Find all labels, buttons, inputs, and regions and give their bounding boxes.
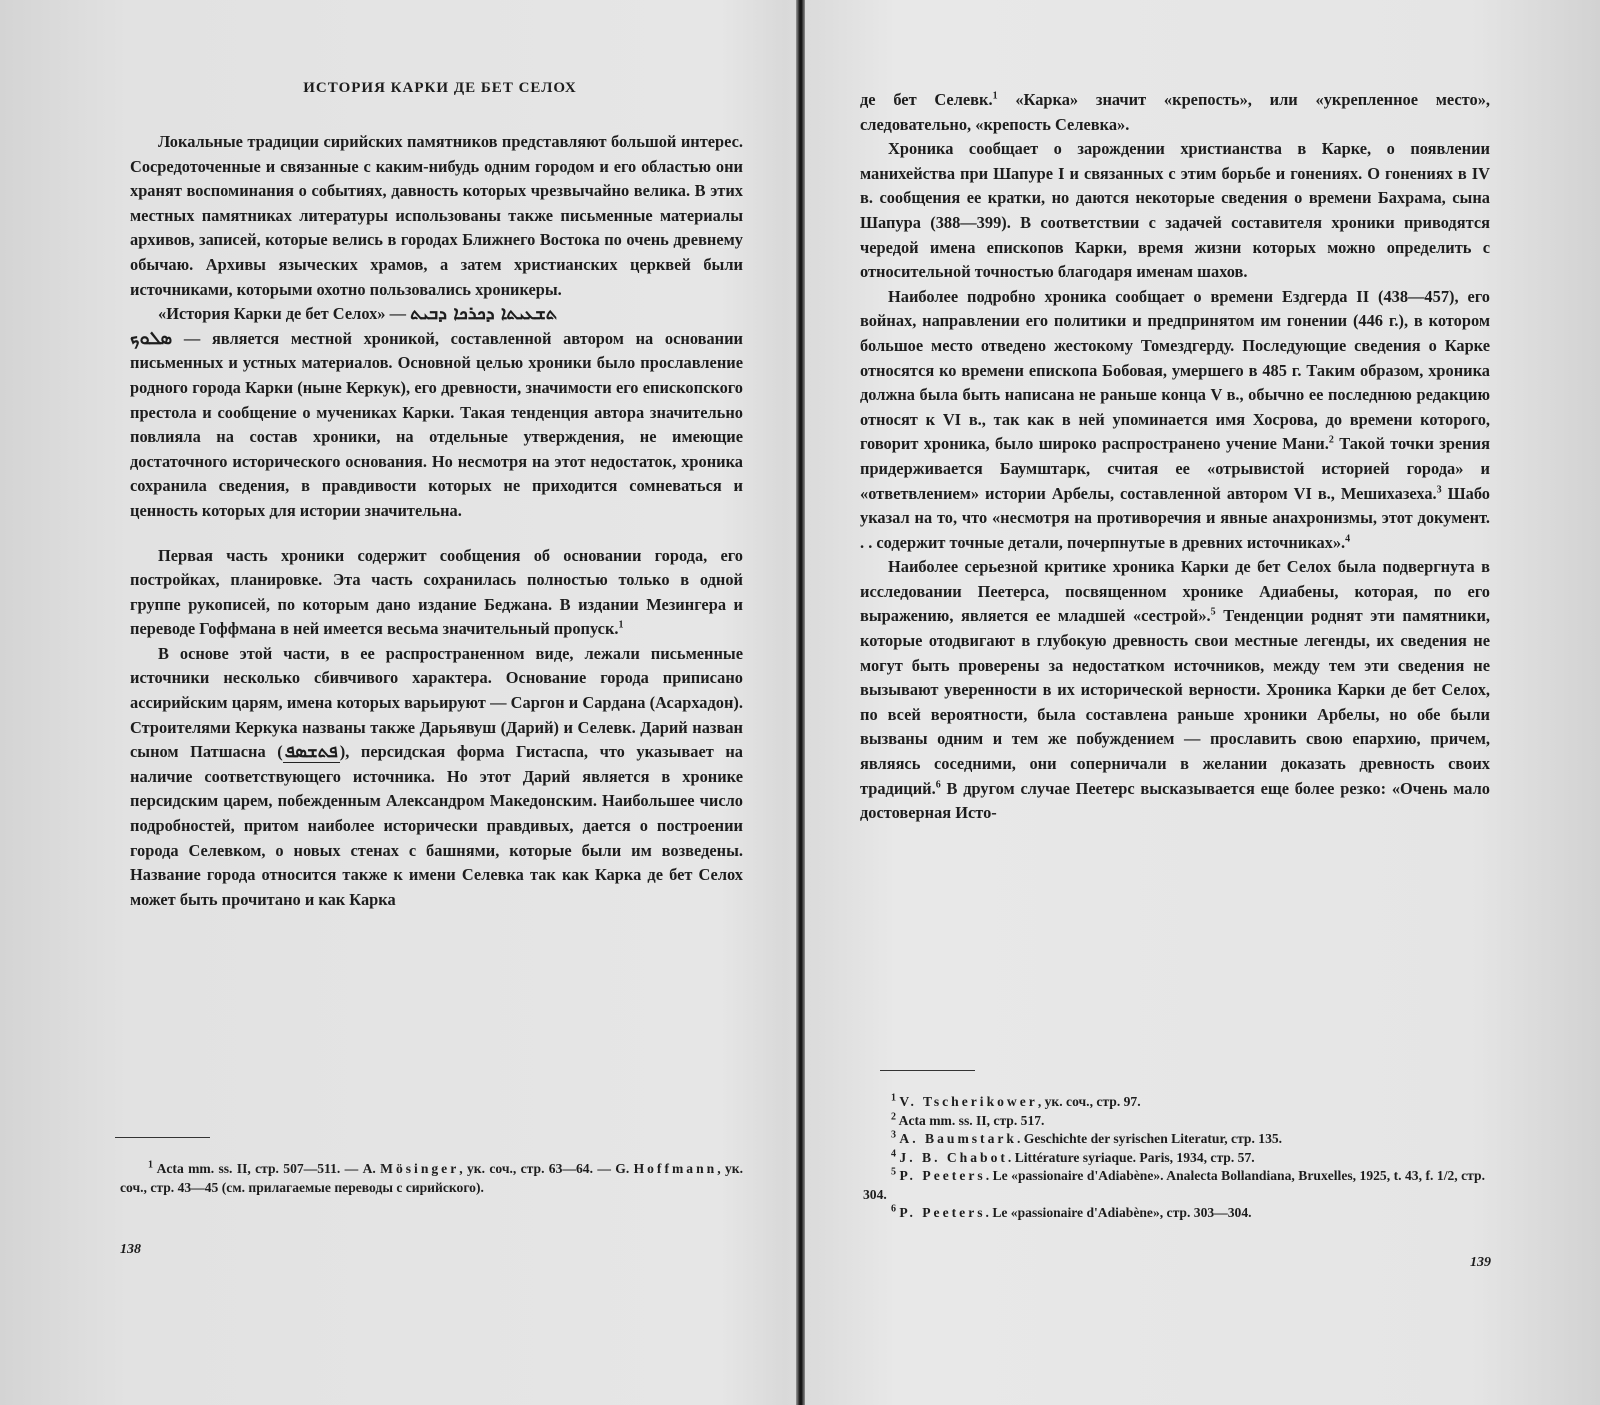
footnote-number: 4 <box>891 1147 896 1159</box>
footnote-text: . Littérature syriaque. Paris, 1934, стр. 57. <box>1007 1149 1255 1165</box>
footnote-number: 1 <box>891 1092 896 1104</box>
paragraph <box>130 302 743 327</box>
paragraph-continuation <box>130 327 743 524</box>
running-head: ИСТОРИЯ КАРКИ ДЕ БЕТ СЕЛОХ <box>303 80 577 96</box>
paragraph: Локальные традиции сирийских памятников представляют большой интерес. Сосредоточенные и связанные с каким-нибудь одним городом и его областью они хранят воспоминания о событиях, давность которых чрезвычайно велика. В этих местных памятниках литературы использованы также письменные материалы архивов, записей, которые велись в городах Ближнего Востока по очень древнему обычаю. Архивы языческих храмов, а затем христианских церквей были источниками, которыми охотно пользовались хроникеры. <box>130 132 743 299</box>
footnote-text: . Geschichte der syrischen Literatur, стр. 135. <box>1016 1131 1283 1146</box>
footnote-ref: 6 <box>935 779 941 791</box>
footnote-text: Acta mm. ss. II, стр. 507—511. — A. <box>153 1161 381 1176</box>
footnote-ref: 4 <box>1345 533 1351 545</box>
footnote-number: 2 <box>891 1110 896 1122</box>
footnote-ref: 1 <box>992 90 998 102</box>
paragraph <box>860 285 1490 556</box>
footnote-text: . Le «passionaire d'Adiabène», стр. 303—304. <box>985 1205 1252 1220</box>
paragraph-text: ), персидская форма Гистаспа, что указывает на наличие соответствующего источника. Но этот Дарий является в хронике персидским царем, побежденным Александром Македонским. Наибольшее число подробностей, притом наиболее исторически правдивых, дается о построении города Селевком, о новых стенах с башнями, которые были им возведены. Название города относится также к имени Селевка так как Карка де бет Селох может быть прочитано и как Карка <box>130 742 743 909</box>
footnote-rule <box>880 1070 975 1071</box>
footnotes <box>863 1093 1485 1223</box>
syriac-title-end: ܣܠܘܟ <box>130 327 173 349</box>
footnote-number: 1 <box>148 1159 153 1171</box>
paragraph-text: де бет Селевк. <box>860 90 993 109</box>
footnote <box>863 1149 1485 1168</box>
footnote-number: 3 <box>891 1129 896 1141</box>
paragraph-text: В другом случае Пеетерс высказывается еще более резко: «Очень мало достоверная Исто- <box>860 778 1490 823</box>
paragraph-text: Наиболее подробно хроника сообщает о времени Ездгерда II (438—457), его войнах, направлении его политики и предпринятом им гонении (446 г.), в котором большое место отведено жестокому Томездгерду. Последующие сведения о Карке относятся ко времени епископа Бобовая, умершего в 485 г. Таким образом, хроника должна была быть написана не раньше конца V в., обычно ее последнюю редакцию относят к VI в., так как в ней упоминается имя Хосрова, до времени которого, говорит хроника, было широко распространено учение Мани. <box>860 286 1490 454</box>
footnote <box>863 1093 1485 1112</box>
paragraph-text: Такой точки зрения придерживается Баумштарк, считая ее «отрывистой историей города» и «ответвлением» истории Арбелы, составленной автором VI в., Мешихазеха. <box>860 434 1490 503</box>
author-name: J. B. Chabot <box>899 1149 1008 1165</box>
paragraph: Хроника сообщает о зарождении христианства в Карке, о появлении манихейства при Шапуре I и связанных с этим борьбе и гонениях. О гонениях в IV в. сообщения ее кратки, но даются некоторые сведения о времени Бахрама, сына Шапура (388—399). В соответствии с задачей составителя хроники приводятся чередой имена епископов Карки, время жизни которых можно определить с относительной точностью благодаря именам шахов. <box>860 139 1490 282</box>
footnote <box>863 1204 1485 1223</box>
author-name: P. Peeters <box>899 1168 986 1183</box>
author-name: P. Peeters <box>899 1205 986 1220</box>
paragraph-text: Первая часть хроники содержит сообщения об основании города, его постройках, планировке. Эта часть сохранилась полностью только в одной группе рукописей, по которым дано издание Беджана. В издании Мезингера и переводе Гоффмана в ней имеется весьма значительный пропуск. <box>130 545 743 639</box>
page-number: 139 <box>1470 1255 1491 1270</box>
paragraph-text: Наиболее серьезной критике хроника Карки де бет Селох была подвергнута в исследовании Пеетерса, посвященном хронике Адиабены, которая, по его выражению, является ее младшей «сестрой». <box>860 557 1490 626</box>
footnote-number: 6 <box>891 1203 896 1215</box>
syriac-title: ܬܫܥܝܬܐ ܕܟܪܟܐ ܕܒܝܬ <box>410 303 558 325</box>
paragraph-text: В основе этой части, в ее распространенном виде, лежали письменные источники несколько сбивчивого характера. Основание города приписано ассирийским царям, имена которых варьируют — Саргон и Сардана (Асархадон). Строителями Керкука названы также Дарьявуш (Дарий) и Селевк. Дарий назван сыном Патшасна ( <box>130 643 743 762</box>
paragraph <box>130 544 743 642</box>
footnotes <box>120 1160 743 1197</box>
syriac-name: ܦܬܫܣܦ <box>284 741 338 763</box>
footnote-text: , ук. соч., стр. 63—64. — G. <box>459 1161 634 1176</box>
author-name: A. Baumstark <box>899 1131 1017 1146</box>
footnote-number: 5 <box>891 1166 896 1178</box>
paragraph-text: «История Карки де бет Селох» — <box>158 304 406 324</box>
paragraph-text: Тенденции роднят эти памятники, которые отодвигают в глубокую древность свои местные легенды, их сведения не могут быть проверены за недостатком источников, между тем эти сведения не вызывают уверенности в их исторической верности. Хроника Карки де бет Селох, по всей вероятности, была составлена раньше хроники Арбелы, но обе были вызваны одним и тем же побуждением — прославить свою епархию, причем, являясь соседними, они соперничали в желании доказать древность своих традиций. <box>860 606 1490 798</box>
footnote-text: , ук. соч., стр. 97. <box>1037 1094 1141 1109</box>
footnote-ref: 2 <box>1328 434 1334 446</box>
paragraph-text: Шабо указал на то, что «несмотря на противоречия и явные анахронизмы, этот документ. . . содержит точные детали, почерпнутые в древних источниках». <box>860 483 1490 552</box>
author-name: Hoffmann <box>633 1161 718 1176</box>
left-page <box>0 0 796 1405</box>
footnote-ref: 3 <box>1436 484 1442 496</box>
author-name: V. Tscherikower <box>899 1094 1038 1109</box>
footnote <box>863 1130 1485 1149</box>
footnote-rule <box>115 1137 210 1138</box>
footnote <box>120 1160 743 1197</box>
footnote-ref: 1 <box>618 619 624 631</box>
left-text-block <box>130 130 743 912</box>
page-number: 138 <box>120 1242 141 1257</box>
book-gutter <box>796 0 805 1405</box>
paragraph-text: — является местной хроникой, составленной автором на основании письменных и устных материалов. Основной целью хроники было прославление родного города Карки (ныне Керкук), его древности, значимости его епископского престола и сообщение о мучениках Карки. Такая тенденция автора значительно повлияла на состав хроники, на отдельные утверждения, не имеющие достаточного исторического основания. Но несмотря на этот недостаток, хроника сохранила сведения, в правдивости которых не приходится сомневаться и ценность которых для истории значительна. <box>130 328 744 520</box>
footnote-text: Acta mm. ss. II, стр. 517. <box>898 1112 1045 1128</box>
paragraph <box>860 555 1490 826</box>
author-name: Mösinger <box>380 1161 460 1176</box>
footnote-ref: 5 <box>1210 607 1216 618</box>
paragraph-text: «Карка» значит «крепость», или «укрепленное место», следовательно, «крепость Селевка». <box>860 90 1490 134</box>
footnote-text: . Le «passionaire d'Adiabène». Analecta Bollandiana, Bruxelles, 1925, t. 43, f. 1/2, стр. 304. <box>863 1168 1485 1202</box>
paragraph <box>860 88 1490 137</box>
footnote-text: , ук. соч., стр. 43—45 (см. прилагаемые переводы с сирийского). <box>120 1161 743 1195</box>
footnote <box>863 1167 1485 1204</box>
right-text-block <box>860 88 1490 826</box>
paragraph <box>130 642 743 913</box>
right-page <box>805 0 1600 1405</box>
footnote <box>863 1112 1485 1131</box>
